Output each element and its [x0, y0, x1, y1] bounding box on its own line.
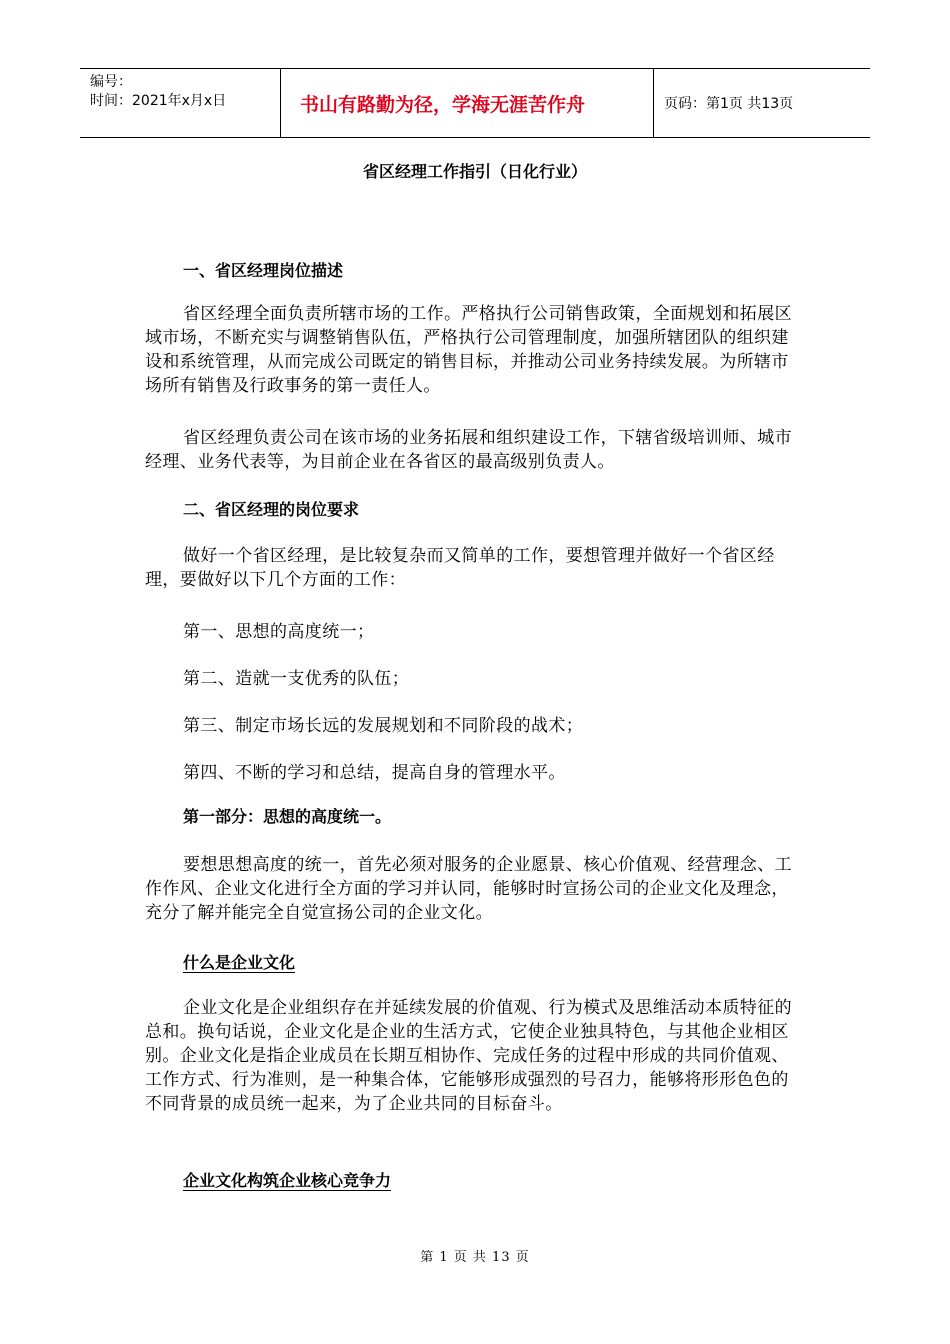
- list-item-3: 第三、制定市场长远的发展规划和不同阶段的战术；: [183, 716, 584, 736]
- subheading-core-competitiveness: 企业文化构筑企业核心竞争力: [183, 1171, 392, 1190]
- section2-intro: 做好一个省区经理，是比较复杂而又简单的工作，要想管理并做好一个省区经理，要做好以下几个方面的工作：: [145, 546, 775, 590]
- section1-paragraph-1: 省区经理全面负责所辖市场的工作。严格执行公司销售政策，全面规划和拓展区域市场，不断充实与调整销售队伍，严格执行公司管理制度，加强所辖团队的组织建设和系统管理，从而完成公司既定的销售目标，并推动公司业务持续发展。为所辖市场所有销售及行政事务的第一责任人。: [145, 304, 792, 396]
- page-footer: 第 1 页 共 13 页: [420, 1250, 530, 1265]
- page-info: 页码：第1页 共13页: [664, 96, 794, 112]
- section1-heading: 一、省区经理岗位描述: [183, 261, 344, 280]
- document-title: 省区经理工作指引（日化行业）: [362, 162, 587, 181]
- section2-heading: 二、省区经理的岗位要求: [183, 500, 360, 519]
- header-table: [80, 68, 870, 138]
- serial-label: 编号：: [90, 74, 132, 90]
- part1-heading: 第一部分：思想的高度统一。: [183, 807, 392, 826]
- motto: 书山有路勤为径，学海无涯苦作舟: [281, 69, 654, 137]
- list-item-4: 第四、不断的学习和总结，提高自身的管理水平。: [183, 763, 566, 783]
- header-left-cell: [80, 69, 281, 137]
- list-item-1: 第一、思想的高度统一；: [183, 622, 375, 642]
- part1-paragraph: 要想思想高度的统一，首先必须对服务的企业愿景、核心价值观、经营理念、工作作风、企业文化进行全方面的学习并认同，能够时时宣扬公司的企业文化及理念，充分了解并能完全自觉宣扬公司的企业文化。: [145, 855, 792, 923]
- culture-paragraph: 企业文化是企业组织存在并延续发展的价值观、行为模式及思维活动本质特征的总和。换句话说，企业文化是企业的生活方式，它使企业独具特色，与其他企业相区别。企业文化是指企业成员在长期互相协作、完成任务的过程中形成的共同价值观、工作方式、行为准则，是一种集合体，它能够形成强烈的号召力，能够将形形色色的不同背景的成员统一起来，为了企业共同的目标奋斗。: [145, 998, 792, 1114]
- subheading-what-is-culture: 什么是企业文化: [183, 953, 296, 972]
- time-label: 时间：2021年x月x日: [90, 93, 227, 109]
- list-item-2: 第二、造就一支优秀的队伍；: [183, 669, 410, 689]
- section1-paragraph-2: 省区经理负责公司在该市场的业务拓展和组织建设工作，下辖省级培训师、城市经理、业务代表等，为目前企业在各省区的最高级别负责人。: [145, 428, 792, 472]
